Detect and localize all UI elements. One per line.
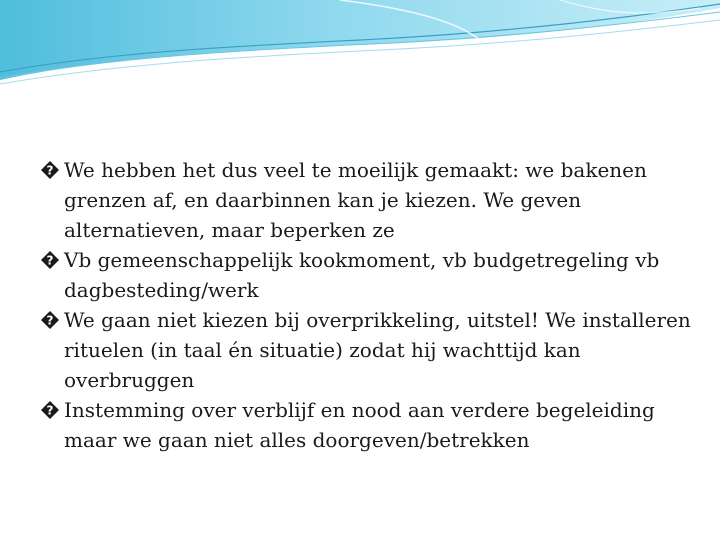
- bullet-item: [40, 245, 700, 305]
- svg-text:?: ?: [46, 313, 54, 328]
- svg-text:?: ?: [46, 163, 54, 178]
- header-wave-decoration: [0, 0, 720, 100]
- svg-text:?: ?: [46, 403, 54, 418]
- bullet-list: [40, 155, 700, 455]
- bullet-item: [40, 305, 700, 395]
- bullet-item: [40, 155, 700, 245]
- replacement-character-icon: [40, 250, 60, 270]
- svg-text:?: ?: [46, 253, 54, 268]
- replacement-character-icon: [40, 310, 60, 330]
- bullet-item: [40, 395, 700, 455]
- bullet-text: Instemming over verblijf en nood aan verdere begeleiding maar we gaan niet alles doorgeven/betrekken: [64, 398, 655, 452]
- replacement-character-icon: [40, 160, 60, 180]
- bullet-text: We hebben het dus veel te moeilijk gemaakt: we bakenen grenzen af, en daarbinnen kan je kiezen. We geven alternatieven, maar beperken ze: [64, 158, 647, 242]
- bullet-text: We gaan niet kiezen bij overprikkeling, uitstel! We installeren rituelen (in taal én situatie) zodat hij wachttijd kan overbruggen: [64, 308, 691, 392]
- replacement-character-icon: [40, 400, 60, 420]
- bullet-text: Vb gemeenschappelijk kookmoment, vb budgetregeling vb dagbesteding/werk: [64, 248, 660, 302]
